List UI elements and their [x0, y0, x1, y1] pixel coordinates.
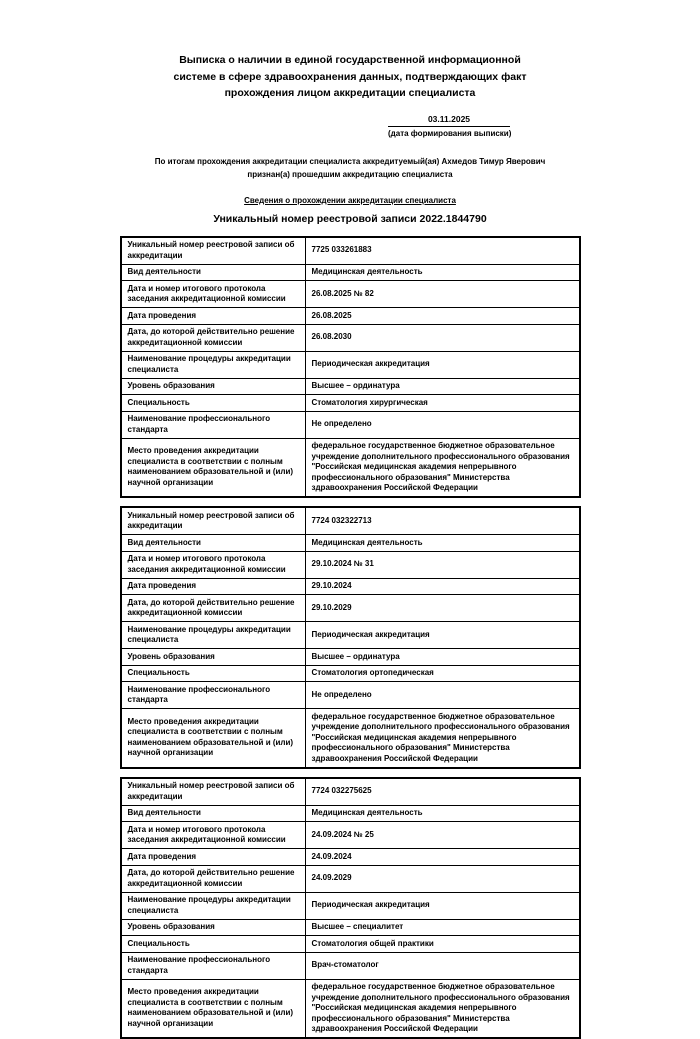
field-value: Высшее – ординатура	[305, 649, 580, 666]
field-label: Дата, до которой действительно решение аккредитационной комиссии	[121, 865, 306, 892]
field-label: Наименование профессионального стандарта	[121, 952, 306, 979]
document-title	[120, 52, 580, 102]
field-label: Уровень образования	[121, 649, 306, 666]
field-value: 29.10.2024	[305, 578, 580, 595]
formation-date-block	[388, 114, 510, 139]
field-label: Наименование процедуры аккредитации специалиста	[121, 622, 306, 649]
record-row	[121, 936, 580, 953]
record-row	[121, 535, 580, 552]
record-row	[121, 281, 580, 308]
intro-line: По итогам прохождения аккредитации специалиста аккредитуемый(ая) Ахмедов Тимур Яверович	[70, 155, 630, 168]
field-label: Специальность	[121, 665, 306, 682]
field-value: Стоматология хирургическая	[305, 395, 580, 412]
field-value: 7724 032275625	[305, 778, 580, 806]
field-value: Медицинская деятельность	[305, 535, 580, 552]
field-label: Дата, до которой действительно решение аккредитационной комиссии	[121, 595, 306, 622]
field-label: Наименование профессионального стандарта	[121, 411, 306, 438]
field-value: Стоматология ортопедическая	[305, 665, 580, 682]
formation-date-caption: (дата формирования выписки)	[388, 127, 510, 139]
field-label: Дата и номер итогового протокола заседания аккредитационной комиссии	[121, 822, 306, 849]
field-label: Специальность	[121, 936, 306, 953]
field-label: Вид деятельности	[121, 805, 306, 822]
record-row	[121, 822, 580, 849]
field-label: Дата, до которой действительно решение аккредитационной комиссии	[121, 324, 306, 351]
field-value: 26.08.2025 № 82	[305, 281, 580, 308]
field-value: 24.09.2024 № 25	[305, 822, 580, 849]
field-value: Не определено	[305, 682, 580, 709]
field-value: Периодическая аккредитация	[305, 622, 580, 649]
records-container	[0, 236, 700, 1039]
field-value: 7725 033261883	[305, 237, 580, 265]
field-label: Специальность	[121, 395, 306, 412]
record-row	[121, 551, 580, 578]
record-row	[121, 709, 580, 768]
field-value: 7724 032322713	[305, 507, 580, 535]
record-row	[121, 378, 580, 395]
field-value: федеральное государственное бюджетное образовательное учреждение дополнительного профессионального образования "Российская медицинская академия непрерывного профессионального образования" Министерства здравоохранения Российской Федерации	[305, 438, 580, 497]
accreditation-record-table	[120, 506, 581, 769]
record-row	[121, 778, 580, 806]
record-row	[121, 649, 580, 666]
field-label: Наименование процедуры аккредитации специалиста	[121, 351, 306, 378]
field-value: федеральное государственное бюджетное образовательное учреждение дополнительного профессионального образования "Российская медицинская академия непрерывного профессионального образования" Министерства здравоохранения Российской Федерации	[305, 709, 580, 768]
document-title-line: Выписка о наличии в единой государственной информационной	[120, 52, 580, 69]
record-row	[121, 665, 580, 682]
field-value: 26.08.2025	[305, 308, 580, 325]
record-row	[121, 507, 580, 535]
field-value: 24.09.2024	[305, 849, 580, 866]
field-value: 26.08.2030	[305, 324, 580, 351]
record-row	[121, 682, 580, 709]
field-label: Вид деятельности	[121, 264, 306, 281]
record-row	[121, 979, 580, 1038]
registry-number-heading: Уникальный номер реестровой записи 2022.1844790	[0, 213, 700, 226]
intro-paragraph	[70, 155, 630, 181]
field-label: Место проведения аккредитации специалиста в соответствии с полным наименованием образовательной и (или) научной организации	[121, 979, 306, 1038]
field-label: Дата и номер итогового протокола заседания аккредитационной комиссии	[121, 281, 306, 308]
record-row	[121, 578, 580, 595]
record-row	[121, 351, 580, 378]
formation-date: 03.11.2025	[388, 114, 510, 127]
field-label: Дата и номер итогового протокола заседания аккредитационной комиссии	[121, 551, 306, 578]
field-label: Место проведения аккредитации специалиста в соответствии с полным наименованием образовательной и (или) научной организации	[121, 438, 306, 497]
field-value: Не определено	[305, 411, 580, 438]
record-row	[121, 919, 580, 936]
field-value: Стоматология общей практики	[305, 936, 580, 953]
field-value: федеральное государственное бюджетное образовательное учреждение дополнительного профессионального образования "Российская медицинская академия непрерывного профессионального образования" Министерства здравоохранения Российской Федерации	[305, 979, 580, 1038]
record-row	[121, 438, 580, 497]
field-label: Дата проведения	[121, 578, 306, 595]
field-label: Уникальный номер реестровой записи об аккредитации	[121, 237, 306, 265]
field-label: Уровень образования	[121, 378, 306, 395]
record-row	[121, 395, 580, 412]
field-value: Медицинская деятельность	[305, 805, 580, 822]
field-value: Медицинская деятельность	[305, 264, 580, 281]
document-title-line: системе в сфере здравоохранения данных, подтверждающих факт	[120, 69, 580, 86]
record-row	[121, 264, 580, 281]
field-label: Уникальный номер реестровой записи об аккредитации	[121, 778, 306, 806]
field-value: 24.09.2029	[305, 865, 580, 892]
field-value: Периодическая аккредитация	[305, 892, 580, 919]
record-row	[121, 865, 580, 892]
record-row	[121, 622, 580, 649]
document-title-line: прохождения лицом аккредитации специалиста	[120, 85, 580, 102]
record-row	[121, 411, 580, 438]
field-value: Периодическая аккредитация	[305, 351, 580, 378]
field-label: Место проведения аккредитации специалиста в соответствии с полным наименованием образовательной и (или) научной организации	[121, 709, 306, 768]
intro-line: признан(а) прошедшим аккредитацию специалиста	[70, 168, 630, 181]
field-value: Высшее – специалитет	[305, 919, 580, 936]
record-row	[121, 237, 580, 265]
record-row	[121, 308, 580, 325]
field-value: Врач-стоматолог	[305, 952, 580, 979]
record-row	[121, 805, 580, 822]
accreditation-record-table	[120, 236, 581, 499]
field-label: Уникальный номер реестровой записи об аккредитации	[121, 507, 306, 535]
field-label: Вид деятельности	[121, 535, 306, 552]
field-value: Высшее – ординатура	[305, 378, 580, 395]
record-row	[121, 952, 580, 979]
field-value: 29.10.2029	[305, 595, 580, 622]
field-label: Дата проведения	[121, 849, 306, 866]
record-row	[121, 892, 580, 919]
record-row	[121, 324, 580, 351]
field-label: Наименование процедуры аккредитации специалиста	[121, 892, 306, 919]
record-row	[121, 849, 580, 866]
field-label: Уровень образования	[121, 919, 306, 936]
field-value: 29.10.2024 № 31	[305, 551, 580, 578]
field-label: Дата проведения	[121, 308, 306, 325]
field-label: Наименование профессионального стандарта	[121, 682, 306, 709]
record-row	[121, 595, 580, 622]
section-heading: Сведения о прохождении аккредитации специалиста	[0, 195, 700, 206]
